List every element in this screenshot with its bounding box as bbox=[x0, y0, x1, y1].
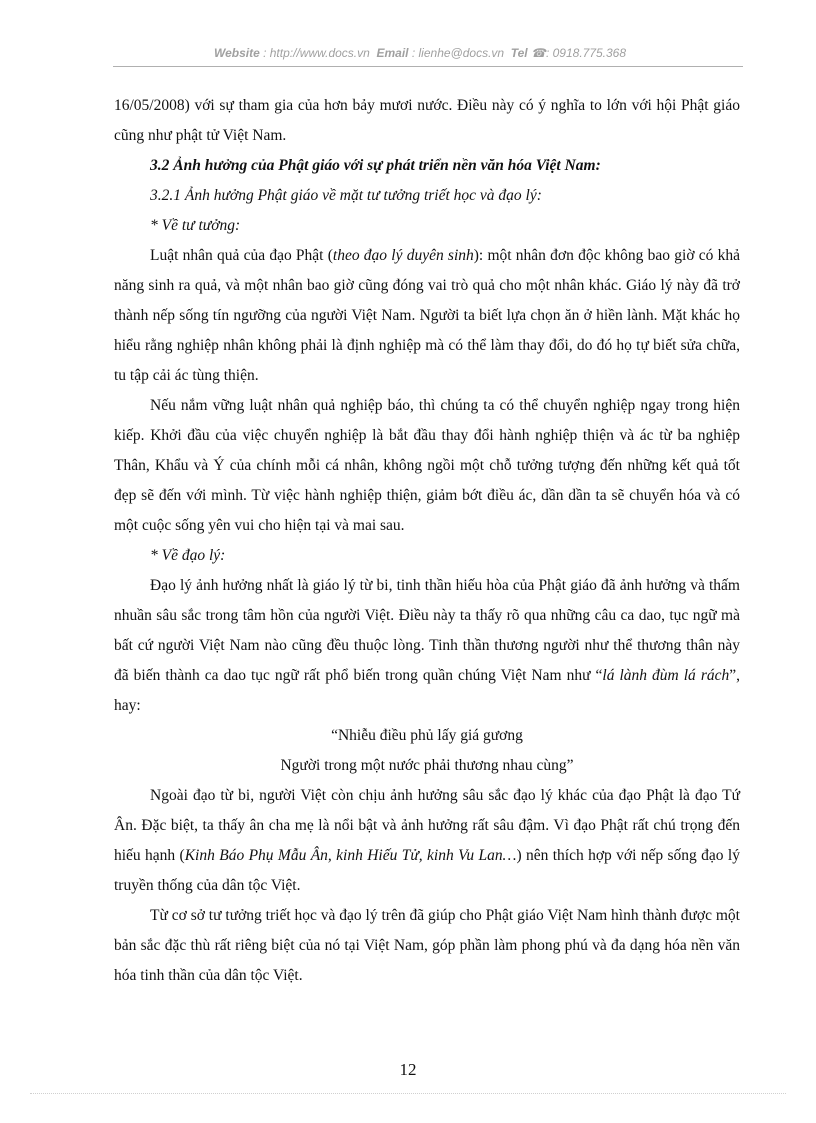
email-value[interactable]: : lienhe@docs.vn bbox=[411, 46, 505, 60]
verse-line-2: Người trong một nước phải thương nhau cùng” bbox=[280, 757, 574, 774]
website-label: Website bbox=[213, 46, 260, 60]
page-number: 12 bbox=[399, 1060, 417, 1079]
tel-value: : 0918.775.368 bbox=[545, 46, 627, 60]
paragraph-2 bbox=[114, 241, 740, 391]
paragraph-3: Nếu nắm vững luật nhân quả nghiệp báo, thì chúng ta có thể chuyển nghiệp ngay trong hiện kiếp. Khởi đầu của việc chuyển nghiệp là bắt đầu thay đổi hành nghiệp thiện và ác từ ba nghiệp Thân, Khẩu và Ý của chính mỗi cá nhân, không ngồi một chỗ tưởng tượng đến những kết quả tốt đẹp sẽ đến với mình. Từ việc hành nghiệp thiện, giảm bớt điều ác, dần dần ta sẽ chuyển hóa và có một cuộc sống yên vui cho hiện tại và mai sau. bbox=[114, 397, 740, 534]
paragraph-5-part-b: ) nên thích hợp với nếp sống đạo lý truyền thống của dân tộc Việt. bbox=[114, 847, 740, 894]
paragraph-2-part-a: Luật nhân quả của đạo Phật ( bbox=[150, 247, 333, 264]
phone-icon: ☎ bbox=[531, 46, 546, 60]
paragraph-4-emphasis: lá lành đùm lá rách bbox=[602, 667, 730, 684]
email-label: Email bbox=[376, 46, 409, 60]
tel-label: Tel bbox=[510, 46, 528, 60]
paragraph-2-emphasis: theo đạo lý duyên sinh bbox=[332, 247, 474, 264]
subheading-tu-tuong: * Về tư tưởng: bbox=[150, 217, 241, 234]
page-header bbox=[180, 46, 660, 64]
paragraph-4-part-b: ”, hay: bbox=[114, 667, 740, 714]
paragraph-2-part-b: ): một nhân đơn độc không bao giờ có khả năng sinh ra quả, và một nhân bao giờ cũng đóng vai trò quả cho một nhân khác. Giáo lý này đã trở thành nếp sống tín ngưỡng của người Việt Nam. Người ta biết lựa chọn ăn ở hiền lành. Mặt khác họ hiểu rằng nghiệp nhân không phải là định nghiệp mà có thể làm thay đổi, do đó họ tự biết sửa chữa, tu tập cải ác tùng thiện. bbox=[114, 247, 740, 384]
header-divider bbox=[113, 66, 743, 67]
footer-divider bbox=[30, 1093, 786, 1094]
website-value[interactable]: : http://www.docs.vn bbox=[263, 46, 370, 60]
document-body bbox=[114, 91, 740, 991]
section-heading-3-2-1: 3.2.1 Ảnh hưởng Phật giáo về mặt tư tưởng triết học và đạo lý: bbox=[150, 187, 542, 204]
paragraph-6: Từ cơ sở tư tưởng triết học và đạo lý trên đã giúp cho Phật giáo Việt Nam hình thành được một bản sắc đặc thù rất riêng biệt của nó tại Việt Nam, góp phần làm phong phú và đa dạng hóa nền văn hóa tinh thần của dân tộc Việt. bbox=[114, 907, 740, 984]
subheading-dao-ly: * Về đạo lý: bbox=[150, 547, 226, 564]
paragraph-5-part-a: Ngoài đạo từ bi, người Việt còn chịu ảnh hưởng sâu sắc đạo lý khác của đạo Phật là đạo Tứ Ân. Đặc biệt, ta thấy ân cha mẹ là nổi bật và ảnh hưởng rất sâu đậm. Vì đạo Phật rất chú trọng đến hiếu hạnh ( bbox=[114, 787, 740, 864]
paragraph-5-emphasis: Kinh Báo Phụ Mẫu Ân, kinh Hiếu Tử, kinh Vu Lan… bbox=[184, 847, 517, 864]
paragraph-4-part-a: Đạo lý ảnh hưởng nhất là giáo lý từ bi, tinh thần hiếu hòa của Phật giáo đã ảnh hưởng và thấm nhuần sâu sắc trong tâm hồn của người Việt. Điều này ta thấy rõ qua những câu ca dao, tục ngữ mà bất cứ người Việt Nam nào cũng đều thuộc lòng. Tinh thần thương người như thể thương thân này đã biến thành ca dao tục ngữ rất phổ biến trong quần chúng Việt Nam như “ bbox=[114, 577, 740, 684]
paragraph-1: 16/05/2008) với sự tham gia của hơn bảy mươi nước. Điều này có ý nghĩa to lớn với hội Phật giáo cũng như phật tử Việt Nam. bbox=[114, 97, 740, 144]
section-heading-3-2: 3.2 Ảnh hưởng của Phật giáo với sự phát triển nền văn hóa Việt Nam: bbox=[150, 157, 601, 174]
paragraph-5 bbox=[114, 781, 740, 901]
verse-line-1: “Nhiễu điều phủ lấy giá gương bbox=[331, 727, 523, 744]
paragraph-4 bbox=[114, 571, 740, 721]
